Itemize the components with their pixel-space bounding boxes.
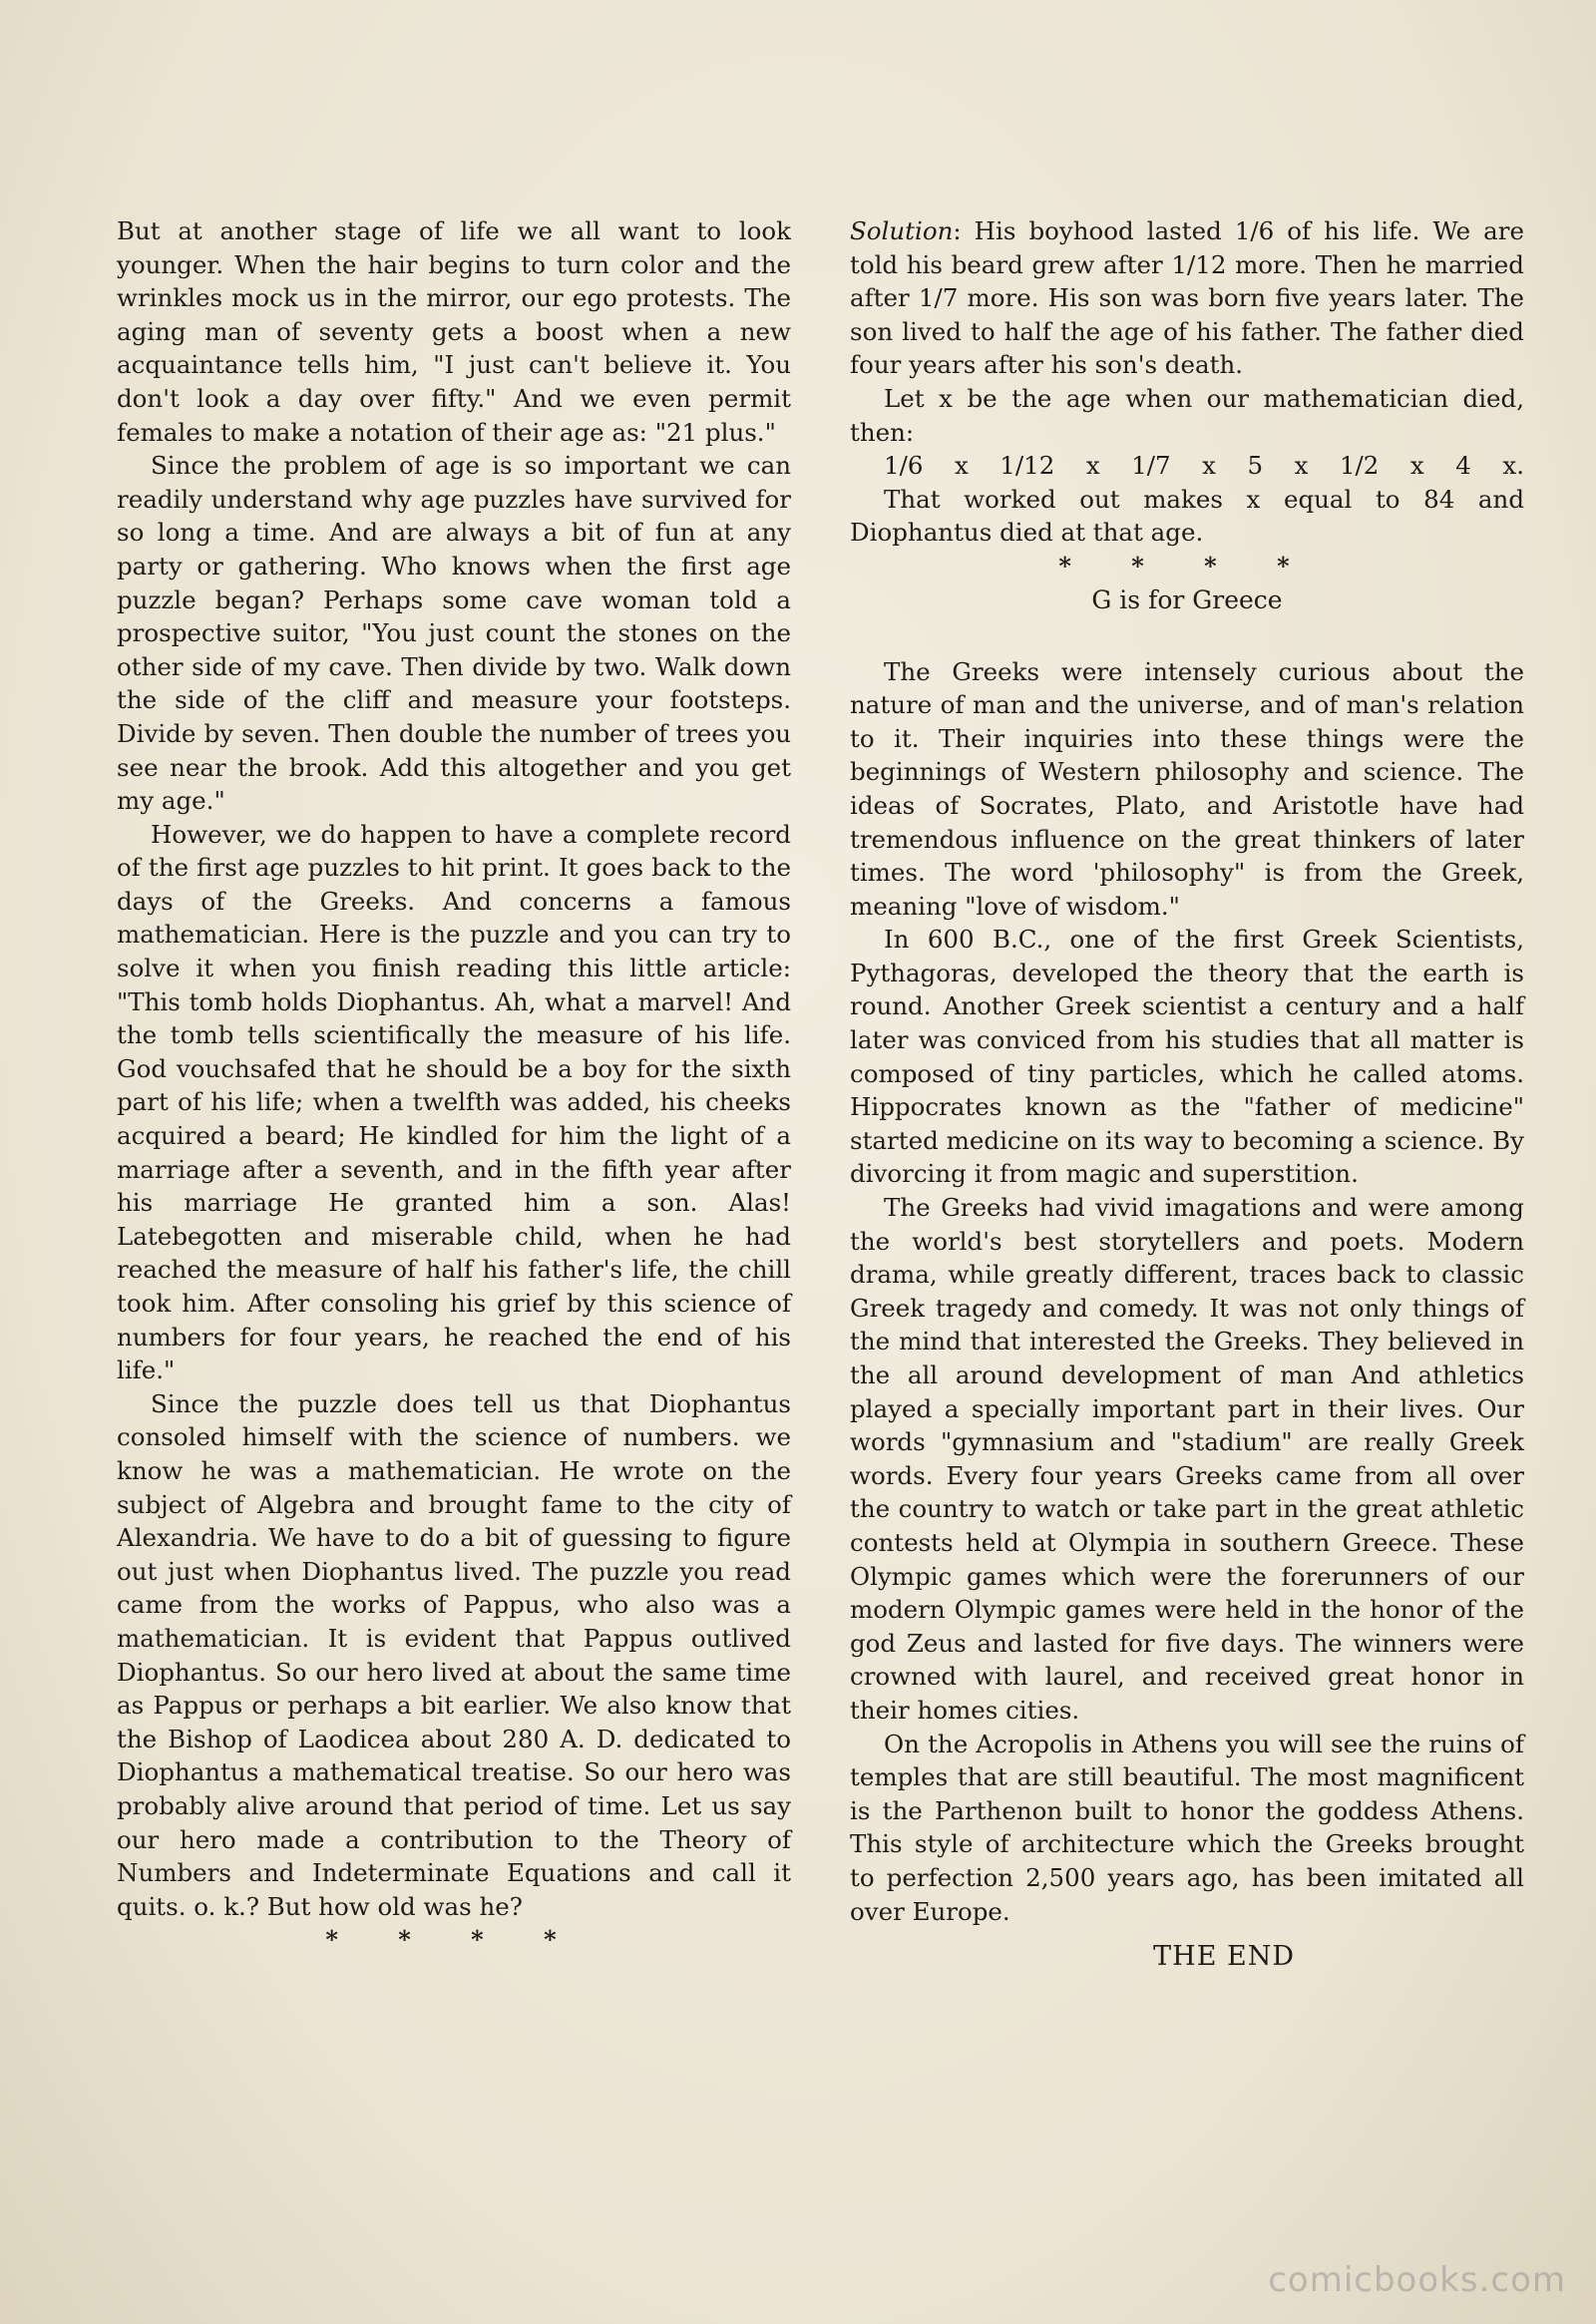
paragraph-age-intro: But at another stage of life we all want to look younger. When the hair begins to turn color and the wrinkles mock us in the mirror, our ego protests. The aging man of seventy gets a boost when a new acquaintance tells him, "I just can't believe it. You don't look a day over fifty." And we even permit females to make a notation of their age as: "21 plus." — [117, 216, 791, 447]
solution-label: Solution — [850, 216, 954, 245]
paragraph-acropolis: On the Acropolis in Athens you will see the ruins of temples that are still beautiful. The most magnificent is the Parthenon built to honor the goddess Athens. This style of architecture which the Greeks brought to perfection 2,500 years ago, has been imitated all over Europe. — [850, 1729, 1524, 1926]
paragraph-greeks-curious: The Greeks were intensely curious about the nature of man and the universe, and of man's relation to it. Their inquiries into these things were the beginnings of Western philosophy and science. The ideas of Socrates, Plato, and Aristotle have had tremendous influence on the great thinkers of later times. The word 'philosophy" is from the Greek, meaning "love of wisdom." — [850, 656, 1524, 921]
paragraph-let-x: Let x be the age when our mathematician died, then: — [850, 383, 1524, 447]
section-separator: * * * * — [1058, 551, 1316, 581]
paragraph-diophantus-puzzle: However, we do happen to have a complete record of the first age puzzles to hit print. It goes back to the days of the Greeks. And concerns a famous mathematician. Here is the puzzle and you can try to solve it when you finish reading this little article: "This tomb holds Diophantus. Ah, what a marvel! And the tomb tells scientifically the measure of his life. God vouchsafed that he should be a boy for the sixth part of his life; when a twelfth was added, his cheeks acquired a beard; He kindled for him the light of a marriage after a seventh, and in the fifth year after his marriage He granted him a son. Alas! Latebegotten and miserable child, when he had reached the measure of half his father's life, the chill took him. After consoling his grief by this science of numbers for four years, he reached the end of his life." — [117, 819, 791, 1385]
paragraph-greek-culture: The Greeks had vivid imagations and were among the world's best storytellers and poets. Modern drama, while greatly different, traces back to classic Greek tragedy and comedy. It was not only things of the mind that interested the Greeks. They believed in the all around development of man And athletics played a specially important part in their lives. Our words "gymnasium and "stadium" are really Greek words. Every four years Greeks came from all over the country to watch or take part in the great athletic contests held at Olympia in southern Greece. These Olympic games which were the forerunners of our modern Olympic games were held in the honor of the god Zeus and lasted for five days. The winners were crowned with laurel, and received great honor in their homes cities. — [850, 1193, 1524, 1725]
equation-line: 1/6 x 1/12 x 1/7 x 5 x 1/2 x 4 x. — [884, 451, 1524, 481]
section-separator: * * * * — [325, 1925, 583, 1955]
paragraph-greek-scientists: In 600 B.C., one of the first Greek Scientists, Pythagoras, developed the theory that the earth is round. Another Greek scientist a century and a half later was conviced from his studies that all matter is composed of tiny particles, which he called atoms. Hippocrates known as the "father of medicine" started medicine on its way to becoming a science. By divorcing it from magic and superstition. — [850, 925, 1524, 1189]
left-column — [117, 214, 791, 1955]
paragraph-diophantus-history: Since the puzzle does tell us that Diophantus consoled himself with the science of numbers. we know he was a mathematician. He wrote on the subject of Algebra and brought fame to the city of Alexandria. We have to do a bit of guessing to figure out just when Diophantus lived. The puzzle you read came from the works of Pappus, who also was a mathematician. It is evident that Pappus outlived Diophantus. So our hero lived at about the same time as Pappus or perhaps a bit earlier. We also know that the Bishop of Laodicea about 280 A. D. dedicated to Diophantus a mathematical treatise. So our hero was probably alive around that period of time. Let us say our hero made a contribution to the Theory of Numbers and Indeterminate Equations and call it quits. o. k.? But how old was he? — [117, 1388, 791, 1921]
watermark: comicbooks.com — [1268, 2260, 1566, 2300]
the-end-label: THE END — [1153, 1941, 1295, 1973]
paragraph-age-puzzles: Since the problem of age is so important we can readily understand why age puzzles have survived for so long a time. And are always a bit of fun at any party or gathering. Who knows when the first age puzzle began? Perhaps some cave woman told a prospective suitor, "You just count the stones on the other side of my cave. Then divide by two. Walk down the side of the cliff and measure your footsteps. Divide by seven. Then double the number of trees you see near the brook. Add this altogether and you get my age." — [117, 451, 791, 816]
paragraph-solution — [850, 214, 1524, 382]
solution-text: : His boyhood lasted 1/6 of his life. We are told his beard grew after 1/12 more. Then he married after 1/7 more. His son was born five years later. The son lived to half the age of his father. The father died four years after his son's death. — [850, 216, 1524, 380]
section-heading: G is for Greece — [1091, 584, 1283, 614]
right-column — [850, 214, 1524, 1974]
paragraph-result: That worked out makes x equal to 84 and Diophantus died at that age. — [850, 484, 1524, 548]
